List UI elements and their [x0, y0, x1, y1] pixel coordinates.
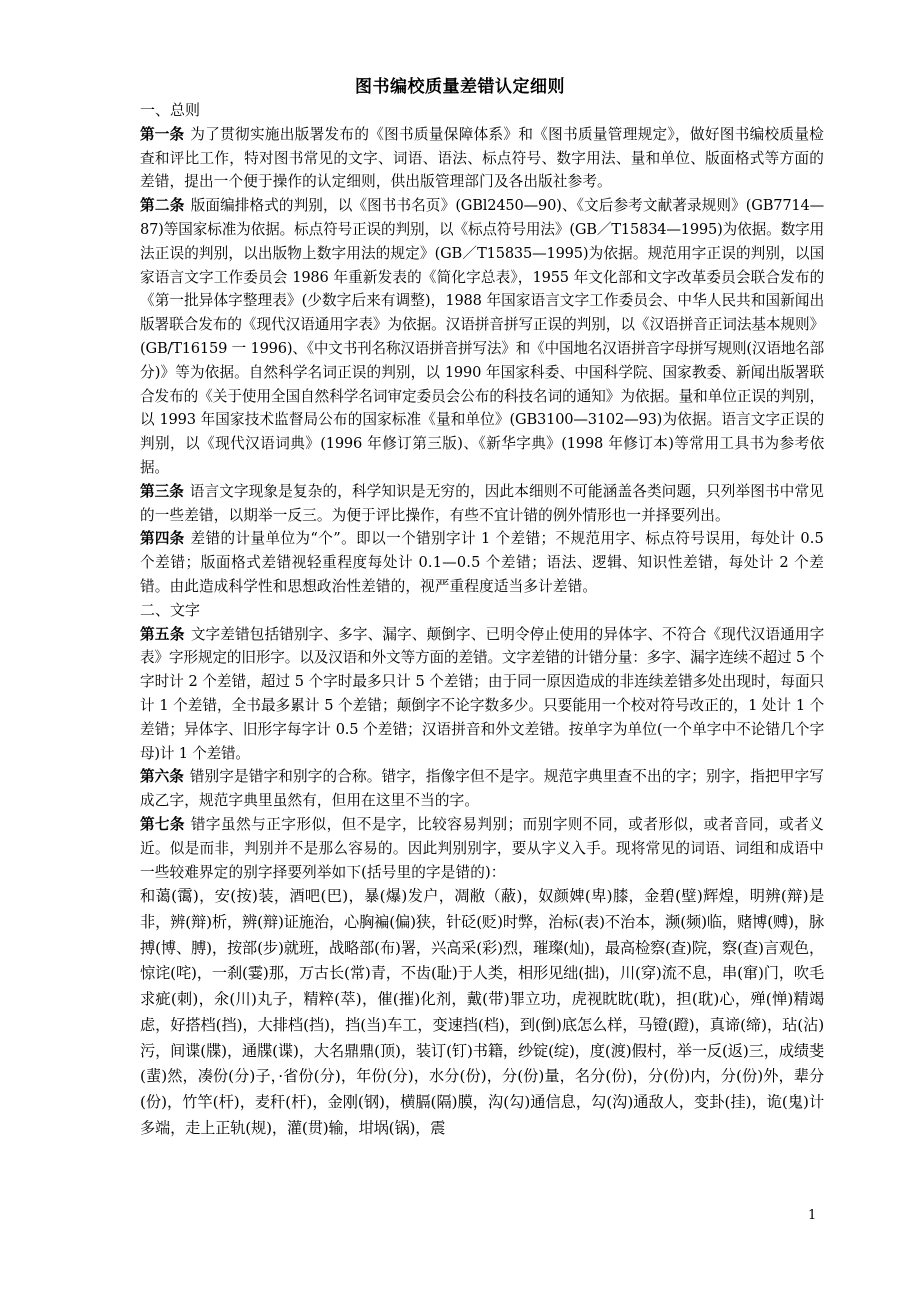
- article-4: [140, 527, 824, 598]
- article-text: 错字虽然与正字形似，但不是字，比较容易判别；而别字则不同，或者形似，或者音同，或者义近。似是而非，判别并不是那么容易的。因此判别别字，要从字义入手。现将常见的词语、词组和成语中一些较难界定的别字择要列举如下(括号里的字是错的)：: [140, 815, 824, 881]
- section-heading-general: 一、总则: [140, 101, 201, 119]
- article-1: [140, 123, 824, 194]
- article-label: 第一条: [140, 125, 185, 143]
- article-text: 语言文字现象是复杂的，科学知识是无穷的，因此本细则不可能涵盖各类问题，只列举图书中常见的一些差错，以期举一反三。为便于评比操作，有些不宜计错的例外情形也一并择要列出。: [140, 482, 824, 524]
- article-3: [140, 480, 824, 528]
- page-number: 1: [808, 1208, 817, 1223]
- article-2: [140, 194, 824, 480]
- article-text: 为了贯彻实施出版署发布的《图书质量保障体系》和《图书质量管理规定》，做好图书编校质量检查和评比工作，特对图书常见的文字、词语、语法、标点符号、数字用法、量和单位、版面格式等方面的差错，提出一个便于操作的认定细则，供出版管理部门及各出版社参考。: [140, 125, 824, 191]
- article-label: 第三条: [140, 482, 184, 500]
- article-label: 第四条: [140, 530, 185, 548]
- article-label: 第五条: [140, 625, 185, 643]
- typo-examples-list: 和蔼(霭)，安(按)装，酒吧(巴)，暴(爆)发户，凋敝（蔽)，奴颜婢(卑)膝，金碧(壁)辉煌，明辨(辩)是非，辨(辩)析，辨(辩)证施治，心胸褊(偏)狭，针砭(贬)时弊，治标(表)不治本，濒(频)临，赌博(赙)，脉搏(博、膊)，按部(步)就班，战略部(布)署，兴高采(彩)烈，璀璨(灿)，最高检察(查)院，察(查)言观色，惊诧(咤)，一刹(霎)那，万古长(常)青，不齿(耻)于人类，相形见绌(拙)，川(穿)流不息，串(窜)门，吹毛求疵(刺)，氽(川)丸子，精粹(萃)，催(摧)化剂，戴(带)罪立功，虎视眈眈(耽)，担(耽)心，殚(惮)精竭虑，好搭档(挡)，大排档(挡)，挡(当)车工，变速挡(档)，到(倒)底怎么样，马镫(蹬)，真谛(缔)，玷(沾)污，间谍(牒)，通牒(谍)，大名鼎鼎(顶)，装订(钉)书籍，纱锭(绽)，度(渡)假村，举一反(返)三，成绩斐(蜚)然，凑份(分)子，·省份(分)，年份(分)，水分(份)，分(份)量，名分(份)，分(份)内，分(份)外，辈分(份)，竹竿(杆)，麦秆(杆)，金刚(钢)，横膈(隔)膜，沟(勾)通信息，勾(沟)通敌人，变卦(挂)，诡(鬼)计多端，走上正轨(规)，灌(贯)输，坩埚(锅)，震: [140, 887, 824, 1137]
- article-text: 版面编排格式的判别，以《图书书名页》(GBl2450—90)、《文后参考文献著录规则》(GB7714—87)等国家标准为依据。标点符号正误的判别，以《标点符号用法》(GB／T15834—1995)为依据。数字用法正误的判别，以出版物上数字用法的规定》(GB／T15835—1995)为依据。规范用字正误的判别，以国家语言文字工作委员会 1986 年重新发表的《简化字总表》，1955 年文化部和文字改革委员会联合发布的《第一批异体字整理表》(少数字后来有调整)，1988 年国家语言文字工作委员会、中华人民共和国新闻出版署联合发布的《现代汉语通用字表》为依据。汉语拼音拼写正误的判别，以《汉语拼音正词法基本规则》(GB/T16159 一 1996)、《中文书刊名称汉语拼音拼写法》和《中国地名汉语拼音字母拼写规则(汉语地名部分)》等为依据。自然科学名词正误的判别，以 1990 年国家科委、中国科学院、国家教委、新闻出版署联合发布的《关于使用全国自然科学名词审定委员会公布的科技名词的通知》为依据。量和单位正误的判别，以 1993 年国家技术监督局公布的国家标准《量和单位》(GB3100—3102—93)为依据。语言文字正误的判别，以《现代汉语词典》(1996 年修订第三版)、《新华字典》(1998 年修订本)等常用工具书为参考依据。: [140, 197, 824, 476]
- article-6: [140, 765, 824, 813]
- article-label: 第六条: [140, 768, 184, 786]
- document-title: 图书编校质量差错认定细则: [355, 77, 565, 97]
- article-text: 文字差错包括错别字、多字、漏字、颠倒字、已明令停止使用的异体字、不符合《现代汉语通用字表》字形规定的旧形字。以及汉语和外文等方面的差错。文字差错的计错分量：多字、漏字连续不超过 5 个字时计 2 个差错，超过 5 个字时最多只计 5 个差错；由于同一原因造成的非连续差错多处出现时，每面只计 1 个差错，全书最多累计 5 个差错；颠倒字不论字数多少。只要能用一个校对符号改正的，1 处计 1 个差错；异体字、旧形字每字计 0.5 个差错；汉语拼音和外文差错。按单字为单位(一个单字中不论错几个字母)计 1 个差错。: [140, 625, 824, 762]
- section-heading-text: 二、文字: [140, 600, 201, 619]
- document-body: [140, 99, 824, 1141]
- article-text: 差错的计量单位为“个”。即以一个错别字计 1 个差错；不规范用字、标点符号误用，每处计 0.5 个差错；版面格式差错视轻重程度每处计 0.1—0.5 个差错；语法、逻辑、知识性差错，每处计 2 个差错。由此造成科学性和思想政治性差错的，视严重程度适当多计差错。: [140, 530, 824, 595]
- article-text: 错别字是错字和别字的合称。错字，指像字但不是字。规范字典里查不出的字；别字，指把甲字写成乙字，规范字典里虽然有，但用在这里不当的字。: [140, 768, 824, 810]
- article-5: [140, 623, 824, 766]
- article-7: [140, 813, 824, 884]
- article-label: 第七条: [140, 815, 185, 833]
- article-label: 第二条: [140, 197, 185, 215]
